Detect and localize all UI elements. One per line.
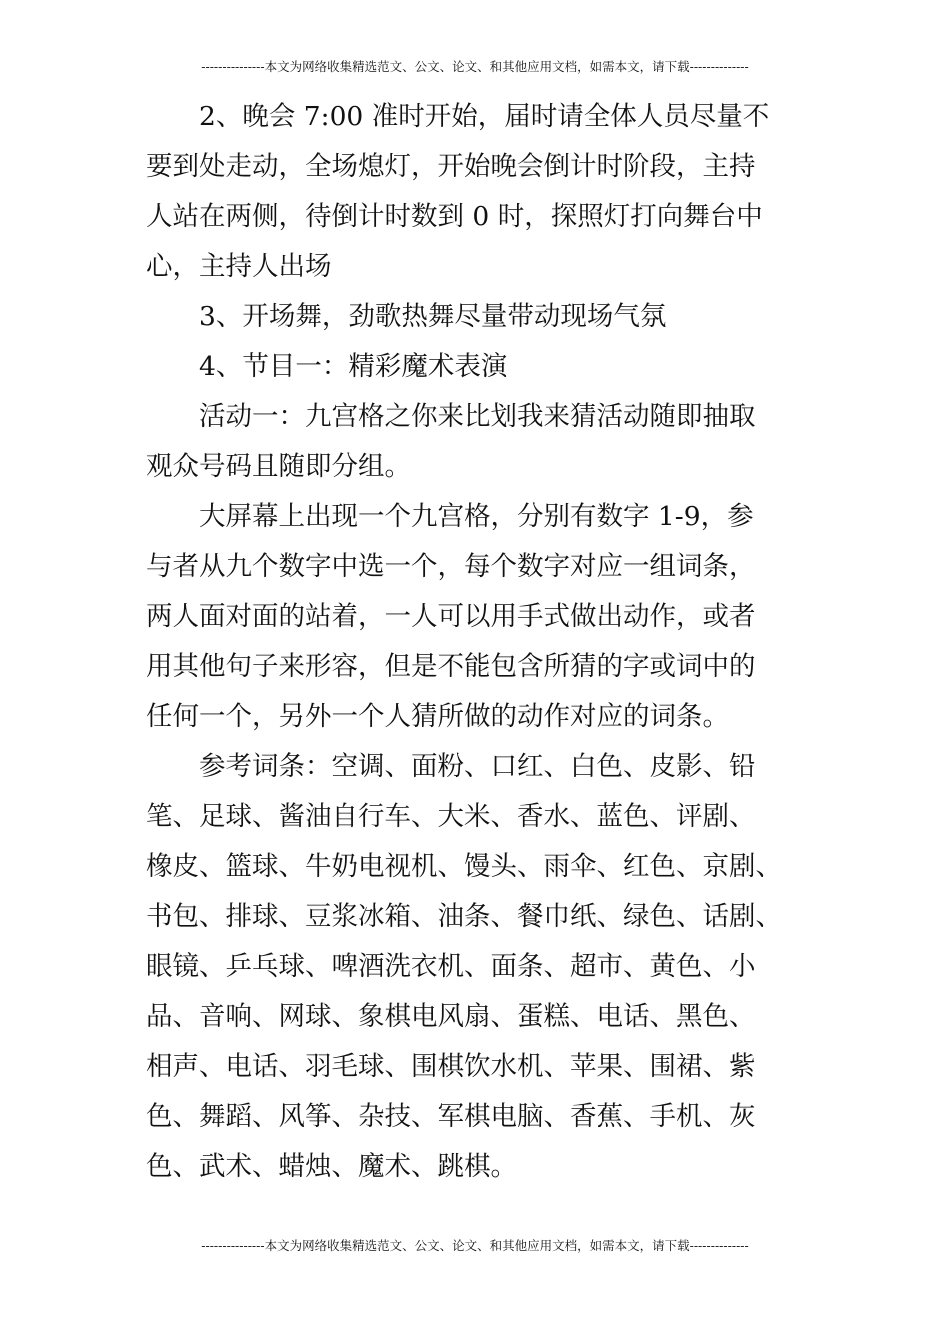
footer-banner: ---------------本文为网络收集精选范文、公文、论文、和其他应用文档，如需本文，请下载-------------- <box>201 1238 749 1253</box>
document-body <box>146 92 831 1192</box>
paragraph-game-rules: 大屏幕上出现一个九宫格，分别有数字 1-9，参 与者从九个数字中选一个，每个数字对应一组词条， 两人面对面的站着，一人可以用手式做出动作，或者 用其他句子来形容，但是不能包含所猜的字或词中的 任何一个，另外一个人猜所做的动作对应的词条。 <box>146 501 756 732</box>
paragraph-reference-words: 参考词条：空调、面粉、口红、白色、皮影、铅 笔、足球、酱油自行车、大米、香水、蓝色、评剧、 橡皮、篮球、牛奶电视机、馒头、雨伞、红色、京剧、 书包、排球、豆浆冰箱、油条、餐巾纸、绿色、话剧、 眼镜、乒乓球、啤酒洗衣机、面条、超市、黄色、小 品、音响、网球、象棋电风扇、蛋糕、电话、黑色、 相声、电话、羽毛球、围棋饮水机、苹果、围裙、紫 色、舞蹈、风筝、杂技、军棋电脑、香蕉、手机、灰 色、武术、蜡烛、魔术、跳棋。 <box>146 751 782 1182</box>
paragraph-opening-dance: 3、开场舞，劲歌热舞尽量带动现场气氛 <box>199 301 667 332</box>
paragraph-schedule-start: 2、晚会 7:00 准时开始，届时请全体人员尽量不 要到处走动，全场熄灯，开始晚会倒计时阶段，主持 人站在两侧，待倒计时数到 0 时，探照灯打向舞台中 心，主持人出场 <box>146 101 770 282</box>
paragraph-magic-show: 4、节目一：精彩魔术表演 <box>199 351 508 382</box>
header-banner: ---------------本文为网络收集精选范文、公文、论文、和其他应用文档，如需本文，请下载-------------- <box>201 59 749 74</box>
paragraph-activity-one: 活动一：九宫格之你来比划我来猜活动随即抽取 观众号码且随即分组。 <box>146 401 756 482</box>
